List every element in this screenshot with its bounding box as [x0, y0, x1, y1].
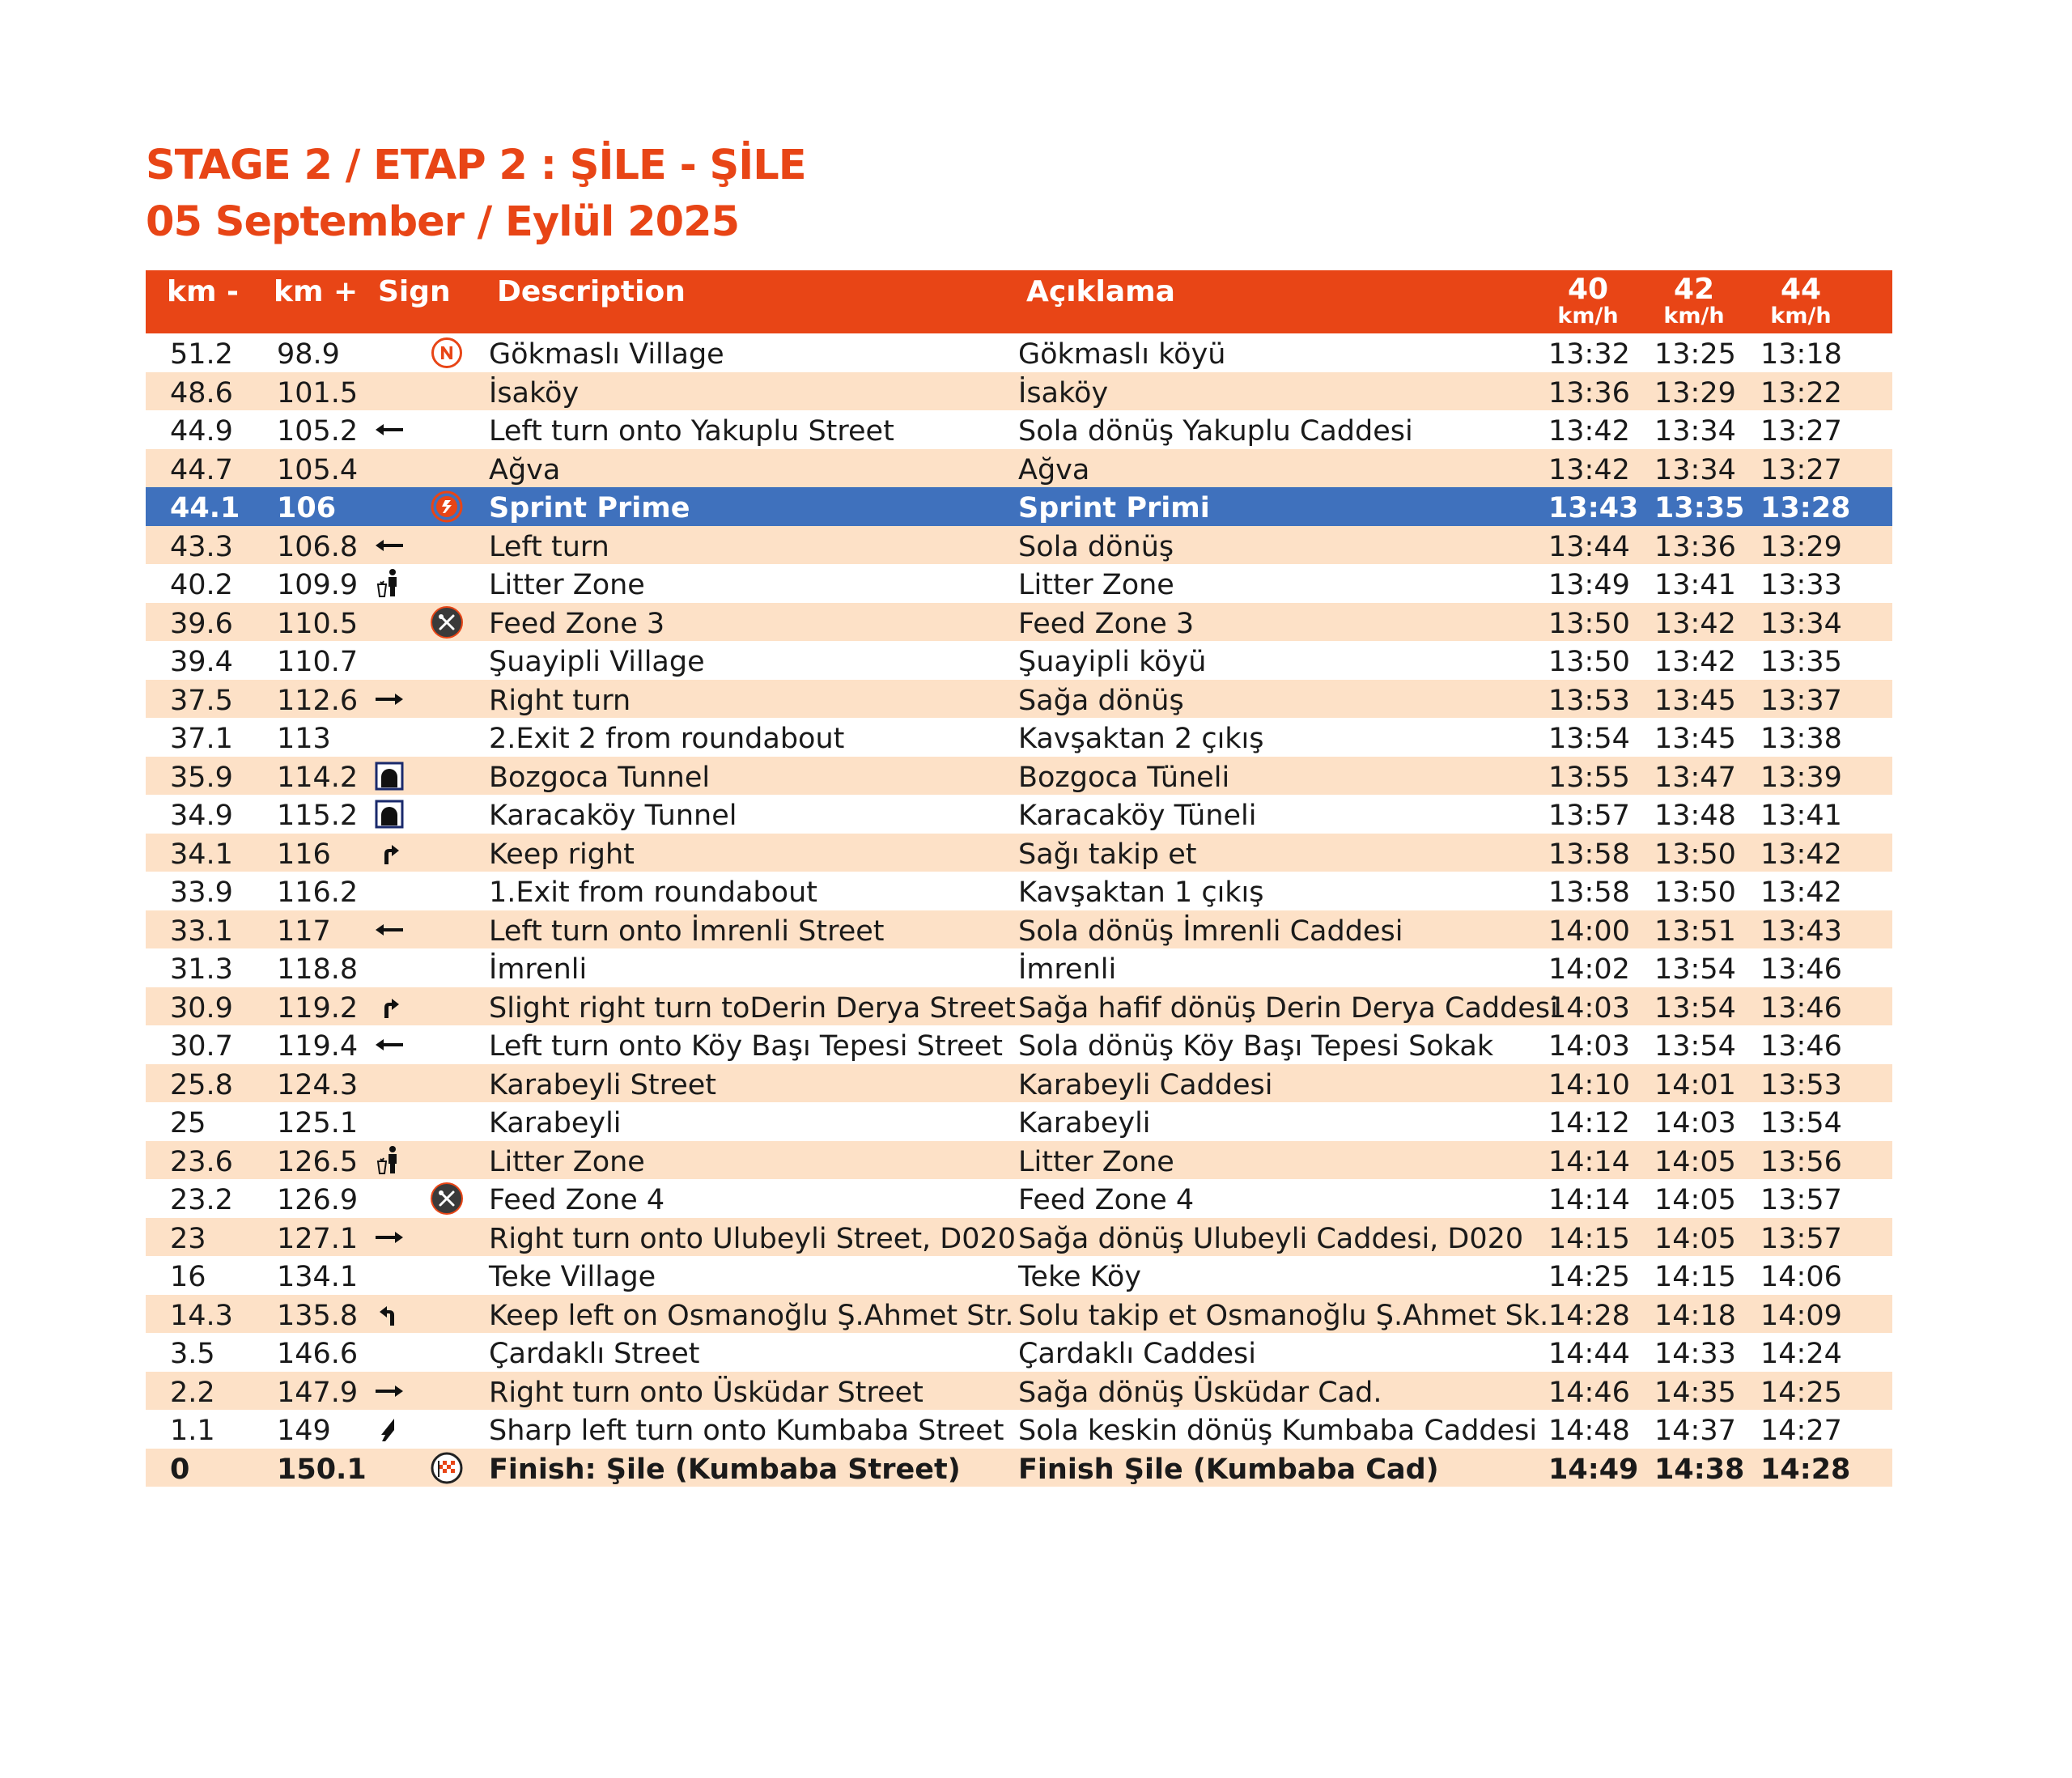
- aciklama-cell: Sağa dönüş: [1018, 684, 1184, 717]
- description-cell: Left turn onto Köy Başı Tepesi Street: [489, 1030, 1003, 1063]
- time-42-cell: 13:47: [1654, 761, 1736, 794]
- time-40-cell: 14:14: [1548, 1184, 1630, 1216]
- km-plus-cell: 135.8: [277, 1299, 359, 1332]
- description-cell: Right turn: [489, 684, 631, 717]
- time-42-cell: 14:37: [1654, 1415, 1736, 1447]
- right-arrow-icon: [372, 1374, 406, 1408]
- time-42-cell: 13:36: [1654, 530, 1736, 563]
- time-44-cell: 13:46: [1760, 1030, 1842, 1063]
- time-44-cell: 13:54: [1760, 1107, 1842, 1139]
- time-44-cell: 13:42: [1760, 876, 1842, 909]
- time-40-cell: 13:32: [1548, 338, 1630, 371]
- aciklama-cell: Sağı takip et: [1018, 838, 1197, 871]
- description-cell: Sprint Prime: [489, 492, 690, 524]
- km-plus-cell: 126.5: [277, 1145, 359, 1178]
- aciklama-cell: Sola dönüş: [1018, 530, 1174, 563]
- header-description: Description: [497, 275, 686, 308]
- time-42-cell: 14:15: [1654, 1261, 1736, 1293]
- description-cell: Feed Zone 3: [489, 607, 665, 640]
- description-cell: Sharp left turn onto Kumbaba Street: [489, 1415, 1004, 1447]
- time-40-cell: 14:44: [1548, 1338, 1630, 1370]
- left-arrow-icon: [372, 413, 406, 447]
- table-row: [146, 410, 1892, 449]
- table-row: [146, 526, 1892, 565]
- header-km-minus: km -: [167, 275, 239, 308]
- table-row: [146, 795, 1892, 834]
- time-42-cell: 13:50: [1654, 838, 1736, 871]
- time-42-cell: 13:34: [1654, 453, 1736, 486]
- time-44-cell: 13:39: [1760, 761, 1842, 794]
- table-row: [146, 948, 1892, 987]
- time-44-cell: 13:53: [1760, 1068, 1842, 1101]
- aciklama-cell: Karabeyli: [1018, 1107, 1151, 1139]
- km-plus-cell: 98.9: [277, 338, 340, 371]
- time-42-cell: 14:01: [1654, 1068, 1736, 1101]
- km-plus-cell: 125.1: [277, 1107, 359, 1139]
- aciklama-cell: Sağa hafif dönüş Derin Derya Caddesi: [1018, 991, 1558, 1025]
- time-42-cell: 13:45: [1654, 723, 1736, 755]
- header-speed-40-value: 40: [1567, 273, 1609, 306]
- time-40-cell: 13:58: [1548, 876, 1630, 909]
- time-44-cell: 13:57: [1760, 1184, 1842, 1216]
- km-minus-cell: 39.4: [170, 646, 233, 678]
- km-plus-cell: 134.1: [277, 1261, 359, 1293]
- km-minus-cell: 34.1: [170, 838, 233, 871]
- page-title: STAGE 2 / ETAP 2 : ŞİLE - ŞİLE: [146, 142, 806, 189]
- header-speed-42-unit: km/h: [1663, 303, 1725, 329]
- keep-left-icon: [372, 1297, 406, 1331]
- header-aciklama: Açıklama: [1026, 275, 1175, 308]
- aciklama-cell: Feed Zone 4: [1018, 1184, 1195, 1216]
- km-plus-cell: 113: [277, 723, 331, 755]
- table-row: [146, 1372, 1892, 1411]
- table-row: [146, 1141, 1892, 1180]
- description-cell: Karacaköy Tunnel: [489, 800, 737, 832]
- table-row: [146, 757, 1892, 796]
- km-minus-cell: 37.1: [170, 723, 233, 755]
- time-42-cell: 13:54: [1654, 991, 1736, 1025]
- time-42-cell: 13:54: [1654, 1030, 1736, 1063]
- time-44-cell: 13:41: [1760, 800, 1842, 832]
- header-km-plus: km +: [274, 275, 359, 308]
- left-arrow-icon: [372, 1028, 406, 1062]
- aciklama-cell: Karabeyli Caddesi: [1018, 1068, 1273, 1101]
- km-plus-cell: 105.4: [277, 453, 359, 486]
- time-40-cell: 14:12: [1548, 1107, 1630, 1139]
- km-minus-cell: 30.9: [170, 991, 233, 1025]
- time-40-cell: 14:14: [1548, 1145, 1630, 1178]
- km-minus-cell: 2.2: [170, 1376, 215, 1409]
- table-row: [146, 1295, 1892, 1334]
- km-minus-cell: 43.3: [170, 530, 233, 563]
- km-plus-cell: 106: [277, 492, 337, 524]
- time-42-cell: 14:05: [1654, 1222, 1736, 1255]
- km-minus-cell: 3.5: [170, 1338, 215, 1370]
- time-44-cell: 14:25: [1760, 1376, 1842, 1409]
- km-plus-cell: 110.5: [277, 607, 359, 640]
- left-arrow-icon: [372, 913, 406, 947]
- km-minus-cell: 14.3: [170, 1299, 233, 1332]
- time-42-cell: 14:03: [1654, 1107, 1736, 1139]
- km-minus-cell: 48.6: [170, 376, 233, 409]
- km-minus-cell: 39.6: [170, 607, 233, 640]
- header-speed-42-value: 42: [1673, 273, 1715, 306]
- km-minus-cell: 31.3: [170, 953, 233, 986]
- km-minus-cell: 33.1: [170, 914, 233, 948]
- aciklama-cell: Sola keskin dönüş Kumbaba Caddesi: [1018, 1415, 1538, 1447]
- description-cell: Şuayipli Village: [489, 646, 705, 678]
- km-plus-cell: 149: [277, 1415, 331, 1447]
- description-cell: Bozgoca Tunnel: [489, 761, 711, 794]
- km-minus-cell: 25.8: [170, 1068, 233, 1101]
- aciklama-cell: Sola dönüş İmrenli Caddesi: [1018, 914, 1403, 948]
- time-42-cell: 13:51: [1654, 914, 1736, 948]
- km-plus-cell: 124.3: [277, 1068, 359, 1101]
- table-row: [146, 872, 1892, 910]
- km-plus-cell: 119.4: [277, 1030, 359, 1063]
- time-42-cell: 13:25: [1654, 338, 1736, 371]
- km-minus-cell: 0: [170, 1453, 190, 1486]
- description-cell: İmrenli: [489, 953, 588, 986]
- time-42-cell: 14:38: [1654, 1453, 1745, 1486]
- time-42-cell: 13:42: [1654, 646, 1736, 678]
- table-row: [146, 564, 1892, 603]
- table-row: [146, 449, 1892, 488]
- table-row: [146, 987, 1892, 1026]
- km-plus-cell: 109.9: [277, 569, 359, 601]
- aciklama-cell: Litter Zone: [1018, 1145, 1174, 1178]
- header-speed-40-unit: km/h: [1557, 303, 1619, 329]
- header-speed-44-unit: km/h: [1770, 303, 1832, 329]
- finish-flag-icon: [430, 1451, 464, 1485]
- time-44-cell: 13:35: [1760, 646, 1842, 678]
- time-40-cell: 13:53: [1548, 684, 1630, 717]
- description-cell: Karabeyli Street: [489, 1068, 717, 1101]
- time-44-cell: 14:27: [1760, 1415, 1842, 1447]
- time-44-cell: 13:27: [1760, 415, 1842, 448]
- km-minus-cell: 44.9: [170, 415, 233, 448]
- km-minus-cell: 16: [170, 1261, 206, 1293]
- km-minus-cell: 34.9: [170, 800, 233, 832]
- time-44-cell: 13:46: [1760, 991, 1842, 1025]
- km-minus-cell: 40.2: [170, 569, 233, 601]
- keep-right-icon: [372, 990, 406, 1024]
- description-cell: Karabeyli: [489, 1107, 622, 1139]
- table-row: [146, 1064, 1892, 1103]
- km-plus-cell: 116: [277, 838, 331, 871]
- feed-icon: [430, 1182, 464, 1216]
- km-plus-cell: 150.1: [277, 1453, 367, 1486]
- table-row: [146, 1025, 1892, 1064]
- tunnel-icon: [372, 797, 406, 831]
- time-42-cell: 13:45: [1654, 684, 1736, 717]
- km-plus-cell: 119.2: [277, 991, 359, 1025]
- table-row: [146, 487, 1892, 526]
- table-row: [146, 1449, 1892, 1487]
- km-plus-cell: 101.5: [277, 376, 359, 409]
- time-40-cell: 13:55: [1548, 761, 1630, 794]
- time-44-cell: 13:43: [1760, 914, 1842, 948]
- aciklama-cell: Gökmaslı köyü: [1018, 338, 1226, 371]
- km-minus-cell: 33.9: [170, 876, 233, 909]
- time-42-cell: 13:48: [1654, 800, 1736, 832]
- km-plus-cell: 105.2: [277, 415, 359, 448]
- time-40-cell: 14:48: [1548, 1415, 1630, 1447]
- time-44-cell: 13:28: [1760, 492, 1851, 524]
- time-44-cell: 13:38: [1760, 723, 1842, 755]
- table-row: [146, 680, 1892, 719]
- time-42-cell: 14:05: [1654, 1184, 1736, 1216]
- km-minus-cell: 51.2: [170, 338, 233, 371]
- table-row: [146, 1102, 1892, 1141]
- time-42-cell: 13:54: [1654, 953, 1736, 986]
- time-42-cell: 13:42: [1654, 607, 1736, 640]
- aciklama-cell: Sağa dönüş Üsküdar Cad.: [1018, 1376, 1382, 1409]
- km-plus-cell: 106.8: [277, 530, 359, 563]
- aciklama-cell: Şuayipli köyü: [1018, 646, 1207, 678]
- aciklama-cell: Sola dönüş Yakuplu Caddesi: [1018, 415, 1413, 448]
- time-42-cell: 13:50: [1654, 876, 1736, 909]
- table-row: [146, 1179, 1892, 1218]
- time-40-cell: 13:57: [1548, 800, 1630, 832]
- aciklama-cell: Bozgoca Tüneli: [1018, 761, 1230, 794]
- aciklama-cell: Ağva: [1018, 453, 1090, 486]
- time-40-cell: 14:25: [1548, 1261, 1630, 1293]
- header-speed-44: [1748, 275, 1853, 329]
- time-44-cell: 13:46: [1760, 953, 1842, 986]
- time-40-cell: 14:46: [1548, 1376, 1630, 1409]
- km-plus-cell: 114.2: [277, 761, 359, 794]
- km-plus-cell: 118.8: [277, 953, 359, 986]
- time-44-cell: 14:09: [1760, 1299, 1842, 1332]
- aciklama-cell: İmrenli: [1018, 953, 1117, 986]
- km-plus-cell: 146.6: [277, 1338, 359, 1370]
- time-40-cell: 13:58: [1548, 838, 1630, 871]
- aciklama-cell: Litter Zone: [1018, 569, 1174, 601]
- description-cell: Keep left on Osmanoğlu Ş.Ahmet Str.: [489, 1299, 1014, 1332]
- aciklama-cell: Teke Köy: [1018, 1261, 1141, 1293]
- table-row: [146, 372, 1892, 411]
- litter-icon: [372, 1144, 406, 1178]
- description-cell: Ağva: [489, 453, 561, 486]
- description-cell: 1.Exit from roundabout: [489, 876, 817, 909]
- time-44-cell: 14:24: [1760, 1338, 1842, 1370]
- km-minus-cell: 44.7: [170, 453, 233, 486]
- km-minus-cell: 23.2: [170, 1184, 233, 1216]
- description-cell: Finish: Şile (Kumbaba Street): [489, 1453, 961, 1486]
- aciklama-cell: Sprint Primi: [1018, 492, 1210, 524]
- time-40-cell: 14:49: [1548, 1453, 1639, 1486]
- sharp-left-icon: [372, 1412, 406, 1446]
- table-row: [146, 1218, 1892, 1257]
- page-subtitle-date: 05 September / Eylül 2025: [146, 198, 740, 246]
- aciklama-cell: Çardaklı Caddesi: [1018, 1338, 1256, 1370]
- km-minus-cell: 30.7: [170, 1030, 233, 1063]
- km-minus-cell: 23: [170, 1222, 206, 1255]
- time-40-cell: 14:15: [1548, 1222, 1630, 1255]
- header-speed-40: [1535, 275, 1641, 329]
- header-sign: Sign: [378, 275, 451, 308]
- description-cell: 2.Exit 2 from roundabout: [489, 723, 845, 755]
- time-44-cell: 13:29: [1760, 530, 1842, 563]
- right-arrow-icon: [372, 1220, 406, 1254]
- time-40-cell: 14:28: [1548, 1299, 1630, 1332]
- description-cell: Left turn onto Yakuplu Street: [489, 415, 894, 448]
- time-42-cell: 13:35: [1654, 492, 1745, 524]
- description-cell: İsaköy: [489, 376, 580, 409]
- time-42-cell: 14:33: [1654, 1338, 1736, 1370]
- km-minus-cell: 25: [170, 1107, 206, 1139]
- km-plus-cell: 112.6: [277, 684, 359, 717]
- tunnel-icon: [372, 759, 406, 793]
- time-40-cell: 13:54: [1548, 723, 1630, 755]
- table-row: [146, 718, 1892, 757]
- header-speed-44-value: 44: [1780, 273, 1822, 306]
- description-cell: Right turn onto Ulubeyli Street, D020: [489, 1222, 1017, 1255]
- description-cell: Left turn: [489, 530, 609, 563]
- time-44-cell: 13:27: [1760, 453, 1842, 486]
- time-44-cell: 14:06: [1760, 1261, 1842, 1293]
- time-44-cell: 13:18: [1760, 338, 1842, 371]
- km-minus-cell: 35.9: [170, 761, 233, 794]
- time-40-cell: 14:10: [1548, 1068, 1630, 1101]
- km-minus-cell: 44.1: [170, 492, 240, 524]
- aciklama-cell: Kavşaktan 1 çıkış: [1018, 876, 1264, 909]
- aciklama-cell: Solu takip et Osmanoğlu Ş.Ahmet Sk.: [1018, 1299, 1549, 1332]
- time-40-cell: 13:42: [1548, 453, 1630, 486]
- time-44-cell: 13:42: [1760, 838, 1842, 871]
- aciklama-cell: Karacaköy Tüneli: [1018, 800, 1257, 832]
- time-40-cell: 14:03: [1548, 991, 1630, 1025]
- table-header: [146, 270, 1892, 333]
- time-44-cell: 13:57: [1760, 1222, 1842, 1255]
- n-icon: [430, 336, 464, 370]
- km-minus-cell: 37.5: [170, 684, 233, 717]
- aciklama-cell: İsaköy: [1018, 376, 1109, 409]
- km-plus-cell: 116.2: [277, 876, 359, 909]
- table-row: [146, 1256, 1892, 1295]
- right-arrow-icon: [372, 682, 406, 716]
- time-40-cell: 13:43: [1548, 492, 1639, 524]
- table-row: [146, 333, 1892, 372]
- km-minus-cell: 23.6: [170, 1145, 233, 1178]
- time-44-cell: 13:33: [1760, 569, 1842, 601]
- table-body: [146, 333, 1892, 1487]
- time-42-cell: 13:29: [1654, 376, 1736, 409]
- time-40-cell: 14:02: [1548, 953, 1630, 986]
- time-42-cell: 13:41: [1654, 569, 1736, 601]
- table-row: [146, 603, 1892, 642]
- aciklama-cell: Feed Zone 3: [1018, 607, 1195, 640]
- time-40-cell: 13:49: [1548, 569, 1630, 601]
- km-plus-cell: 117: [277, 914, 331, 948]
- time-42-cell: 14:18: [1654, 1299, 1736, 1332]
- time-40-cell: 13:50: [1548, 607, 1630, 640]
- km-plus-cell: 126.9: [277, 1184, 359, 1216]
- description-cell: Teke Village: [489, 1261, 656, 1293]
- table-row: [146, 641, 1892, 680]
- description-cell: Feed Zone 4: [489, 1184, 665, 1216]
- time-40-cell: 13:50: [1548, 646, 1630, 678]
- time-40-cell: 14:00: [1548, 914, 1630, 948]
- left-arrow-icon: [372, 528, 406, 562]
- time-44-cell: 13:34: [1760, 607, 1842, 640]
- feed-icon: [430, 605, 464, 639]
- description-cell: Litter Zone: [489, 1145, 645, 1178]
- km-plus-cell: 115.2: [277, 800, 359, 832]
- aciklama-cell: Finish Şile (Kumbaba Cad): [1018, 1453, 1439, 1486]
- time-42-cell: 13:34: [1654, 415, 1736, 448]
- table-row: [146, 1333, 1892, 1372]
- km-plus-cell: 127.1: [277, 1222, 359, 1255]
- aciklama-cell: Sola dönüş Köy Başı Tepesi Sokak: [1018, 1030, 1494, 1063]
- description-cell: Keep right: [489, 838, 635, 871]
- time-44-cell: 13:37: [1760, 684, 1842, 717]
- aciklama-cell: Kavşaktan 2 çıkış: [1018, 723, 1264, 755]
- litter-icon: [372, 566, 406, 600]
- description-cell: Left turn onto İmrenli Street: [489, 914, 885, 948]
- description-cell: Right turn onto Üsküdar Street: [489, 1376, 923, 1409]
- sprint-icon: [430, 490, 464, 524]
- aciklama-cell: Sağa dönüş Ulubeyli Caddesi, D020: [1018, 1222, 1524, 1255]
- table-row: [146, 834, 1892, 872]
- table-row: [146, 1410, 1892, 1449]
- time-40-cell: 13:36: [1548, 376, 1630, 409]
- km-plus-cell: 110.7: [277, 646, 359, 678]
- time-40-cell: 13:42: [1548, 415, 1630, 448]
- time-44-cell: 13:22: [1760, 376, 1842, 409]
- time-42-cell: 14:35: [1654, 1376, 1736, 1409]
- description-cell: Gökmaslı Village: [489, 338, 724, 371]
- table-row: [146, 910, 1892, 949]
- roadbook-table: [146, 270, 1892, 1487]
- time-40-cell: 13:44: [1548, 530, 1630, 563]
- description-cell: Litter Zone: [489, 569, 645, 601]
- time-44-cell: 13:56: [1760, 1145, 1842, 1178]
- description-cell: Çardaklı Street: [489, 1338, 700, 1370]
- keep-right-icon: [372, 836, 406, 870]
- time-44-cell: 14:28: [1760, 1453, 1851, 1486]
- description-cell: Slight right turn toDerin Derya Street: [489, 991, 1016, 1025]
- km-plus-cell: 147.9: [277, 1376, 359, 1409]
- header-speed-42: [1641, 275, 1747, 329]
- km-minus-cell: 1.1: [170, 1415, 215, 1447]
- time-42-cell: 14:05: [1654, 1145, 1736, 1178]
- time-40-cell: 14:03: [1548, 1030, 1630, 1063]
